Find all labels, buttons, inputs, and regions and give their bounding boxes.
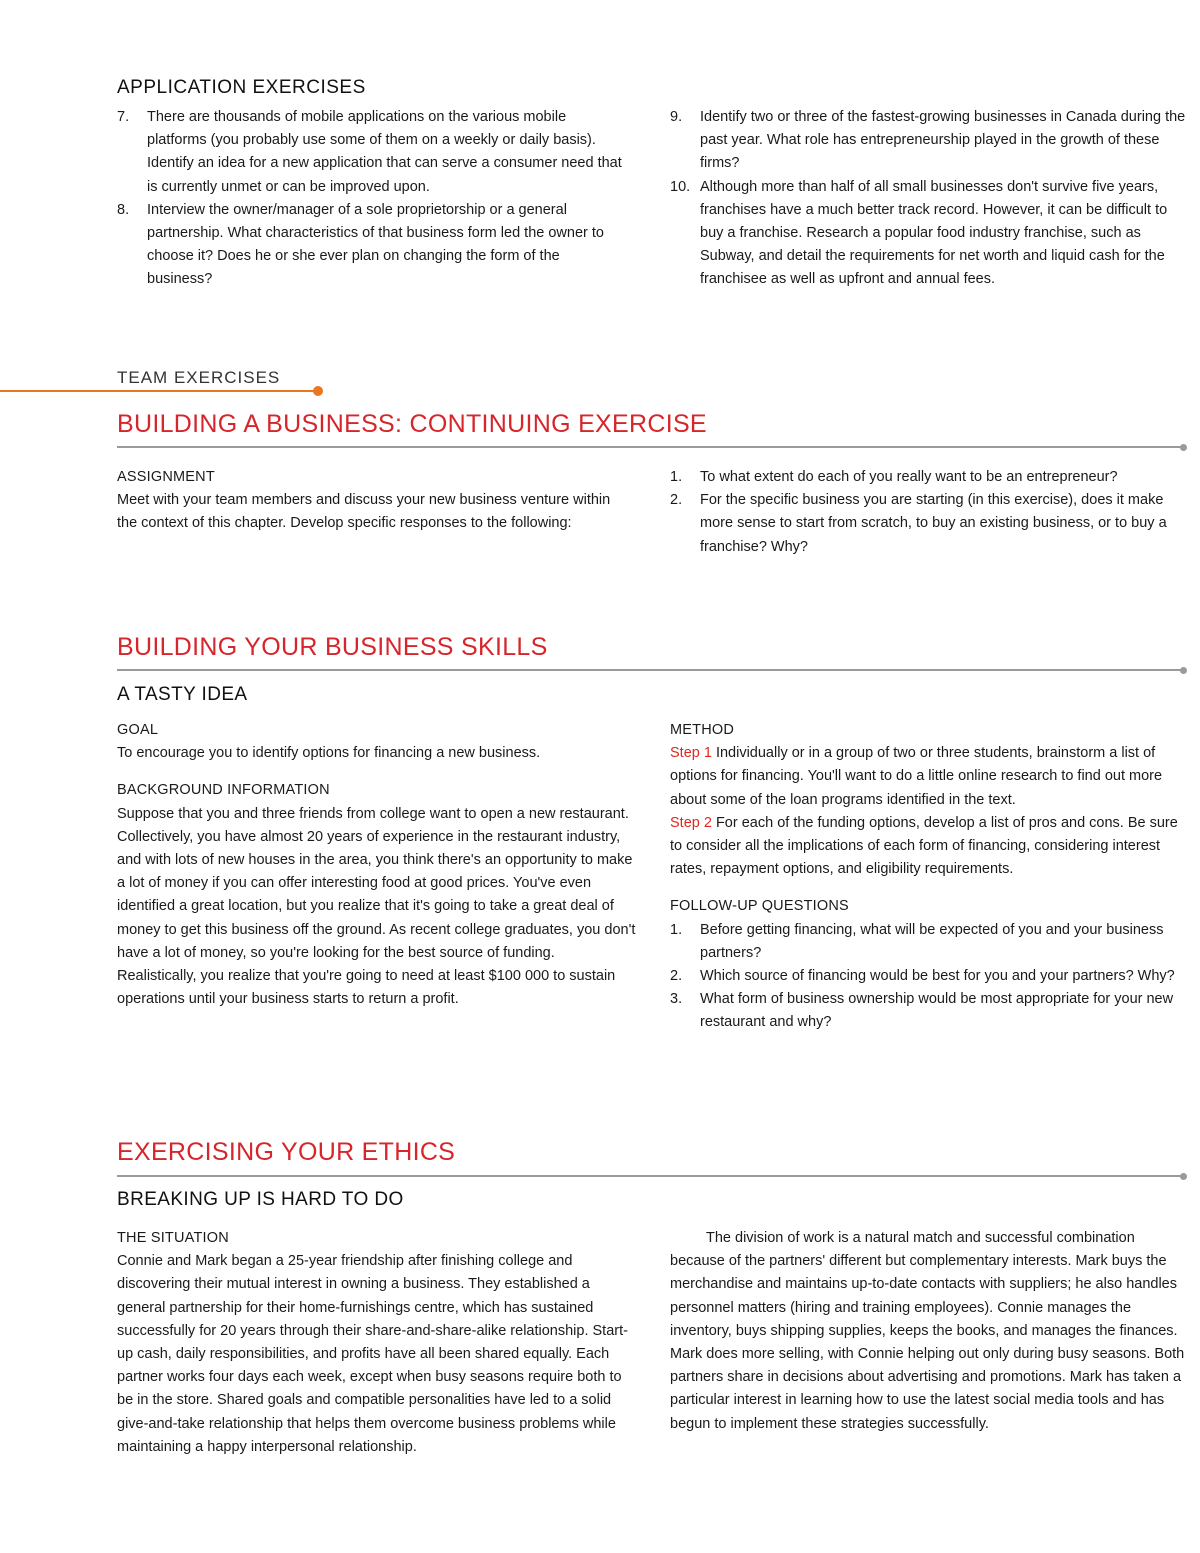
assignment-column [117,466,632,536]
step-text: Individually or in a group of two or three students, brainstorm a list of options for financing. You'll want to do a little online research to find out more about some of the loan programs identified in the text. [670,745,1163,808]
item-number: 7. [117,109,130,125]
application-exercises-right-column [670,106,1190,292]
section-divider [117,669,1183,671]
item-text: What form of business ownership would be most appropriate for your new restaurant and why? [700,991,1174,1031]
background-text: Suppose that you and three friends from college want to open a new restaurant. Collectively, you have almost 20 years of experience in the restaurant industry, and with lots of new houses in the area, you think there's an opportunity to make a lot of money if you can offer interesting food at good prices. You've even identified a great location, but you realize that it's going to take a great deal of money to get this business off the ground. As recent college graduates, you don't have a lot of money, so you're looking for the best source of funding. Realistically, you realize that you're going to need at least $100 000 to sustain operations until your business starts to return a profit. [117,805,636,1008]
item-number: 8. [117,201,130,218]
section-divider [117,1175,1183,1177]
list-item [670,466,1190,489]
team-exercises-label: TEAM EXERCISES [117,368,281,387]
team-exercises-accent-rule [0,390,316,392]
continuing-questions-column [670,466,1190,559]
assignment-text: Meet with your team members and discuss your new business venture within the context of this chapter. Develop specific responses to the following: [117,492,611,532]
ethics-right-column [670,1227,1190,1436]
section-divider-dot [1180,444,1187,451]
continuing-exercise-title: BUILDING A BUSINESS: CONTINUING EXERCISE [117,410,707,438]
followup-label: FOLLOW-UP QUESTIONS [670,898,849,915]
step-label: Step 1 [670,745,712,762]
list-item [670,988,1190,1034]
team-exercises-accent-dot [313,386,323,396]
list-item [670,176,1190,292]
step-label: Step 2 [670,814,712,831]
business-skills-subtitle: A TASTY IDEA [117,684,248,705]
situation-text: Connie and Mark began a 25-year friendship after finishing college and discovering their mutual interest in owning a business. They established a general partnership for their home-furnishings centre, which has sustained successfully for 20 years through their share-and-share-alike relationship. Start-up cash, daily responsibilities, and profits have all been shared equally. Each partner works four days each week, except when busy seasons require both to be in the store. Shared goals and compatible personalities have led to a solid give-and-take relationship that helps them overcome business problems while maintaining a happy interpersonal relationship. [117,1253,628,1455]
item-text: Although more than half of all small businesses don't survive five years, franchises have a much better track record. However, it can be difficult to buy a franchise. Research a popular food industry franchise, such as Subway, and detail the requirements for net worth and liquid cash for the franchisee as well as upfront and annual fees. [700,178,1168,288]
division-text: The division of work is a natural match and successful combination because of the partners' different but complementary interests. Mark buys the merchandise and maintains up-to-date contacts with suppliers; he also handles personnel matters (hiring and training employees). Connie manages the inventory, buys shipping supplies, keeps the books, and manages the finances. Mark does more selling, with Connie helping out only during busy seasons. Both partners share in decisions about advertising and promotions. Mark has taken a particular interest in learning how to use the latest social media tools and has begun to implement these strategies successfully. [670,1230,1185,1432]
item-number: 2. [670,968,683,985]
situation-label: THE SITUATION [117,1230,229,1246]
list-item [670,489,1190,559]
list-item [670,965,1190,988]
step-text: For each of the funding options, develop a list of pros and cons. Be sure to consider all the implications of each form of financing, considering interest rates, repayment options, and eligibility requirements. [670,814,1178,878]
item-number: 2. [670,492,683,509]
item-text: Identify two or three of the fastest-growing businesses in Canada during the past year. What role has entrepreneurship played in the growth of these firms? [700,109,1186,172]
section-divider-dot [1180,1173,1187,1180]
ethics-left-column [117,1227,637,1459]
list-item [117,106,627,199]
item-number: 10. [670,178,691,195]
ethics-title: EXERCISING YOUR ETHICS [117,1138,456,1166]
item-number: 3. [670,991,683,1008]
method-label: METHOD [670,722,735,738]
item-text: There are thousands of mobile applications on the various mobile platforms (you probably use some of them on a weekly or daily basis). Identify an idea for a new application that can serve a consumer need that is currently unmet or can be improved upon. [147,109,622,195]
business-skills-left-column [117,719,637,1011]
item-number: 1. [670,921,683,938]
background-label: BACKGROUND INFORMATION [117,782,330,799]
business-skills-title: BUILDING YOUR BUSINESS SKILLS [117,633,548,661]
item-text: Before getting financing, what will be expected of you and your business partners? [700,921,1164,961]
ethics-subtitle: BREAKING UP IS HARD TO DO [117,1189,404,1210]
item-text: For the specific business you are starting (in this exercise), does it make more sense to start from scratch, to buy an existing business, or to buy a franchise? Why? [700,492,1167,555]
assignment-label: ASSIGNMENT [117,469,215,485]
item-number: 9. [670,109,683,125]
list-item [670,106,1190,176]
section-divider [117,446,1183,448]
item-text: Interview the owner/manager of a sole proprietorship or a general partnership. What characteristics of that business form led the owner to choose it? Does he or she ever plan on changing the form of the business? [147,201,604,288]
application-exercises-left-column [117,106,627,292]
goal-label: GOAL [117,722,159,738]
list-item [670,919,1190,965]
item-text: To what extent do each of you really want to be an entrepreneur? [700,469,1118,485]
method-step [670,812,1190,882]
item-number: 1. [670,469,683,485]
section-divider-dot [1180,667,1187,674]
item-text: Which source of financing would be best for you and your partners? Why? [700,968,1175,985]
goal-text: To encourage you to identify options for financing a new business. [117,745,541,762]
application-exercises-heading: APPLICATION EXERCISES [117,77,366,98]
method-step [670,742,1190,812]
business-skills-right-column [670,719,1190,1035]
list-item [117,199,627,292]
